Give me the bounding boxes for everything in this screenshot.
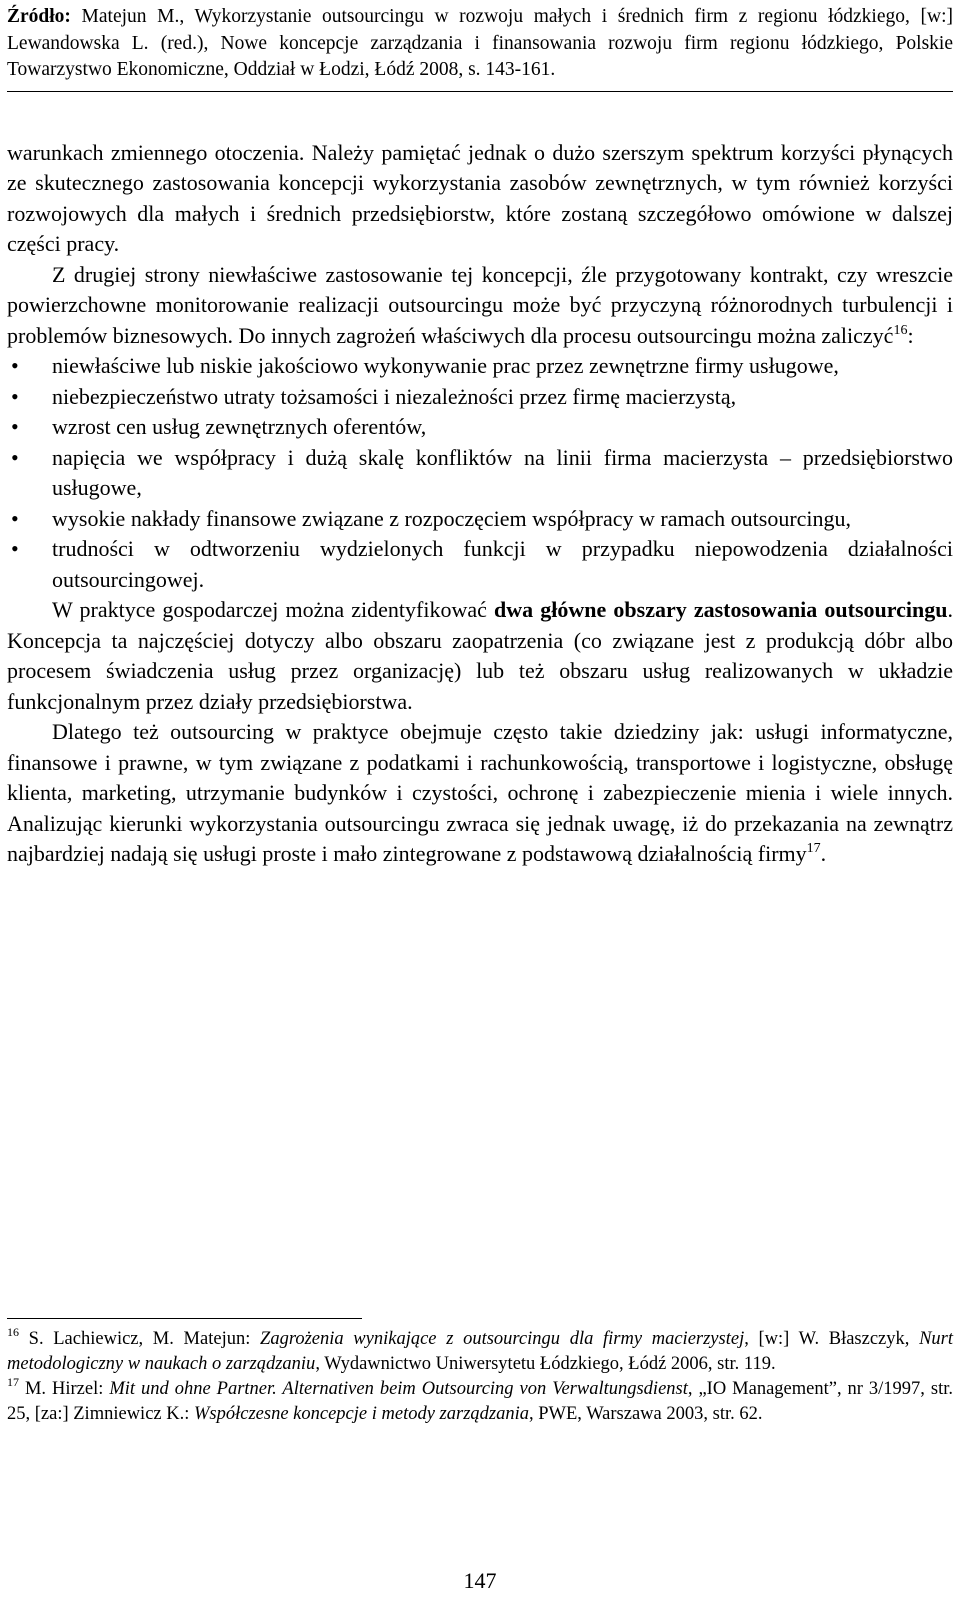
footnote-text: S. Lachiewicz, M. Matejun: (19, 1329, 261, 1349)
list-item: • niewłaściwe lub niskie jakościowo wykonywanie prac przez zewnętrzne firmy usługowe, (7, 351, 953, 382)
footnote-text: , Wydawnictwo Uniwersytetu Łódzkiego, Łódź 2006, str. 119. (315, 1354, 776, 1374)
footnotes (7, 1327, 953, 1427)
source-label: Źródło: (7, 6, 71, 27)
footnote-number: 17 (7, 1375, 19, 1389)
paragraph-2-text: Z drugiej strony niewłaściwe zastosowanie tej koncepcji, źle przygotowany kontrakt, czy wreszcie powierzchowne monitorowanie realizacji outsourcingu może być przyczyną różnorodnych turbulencji i problemów biznesowych. Do innych zagrożeń właściwych dla procesu outsourcingu można zaliczyć (7, 261, 953, 348)
footnote-text: , PWE, Warszawa 2003, str. 62. (528, 1404, 763, 1424)
footnote-17 (7, 1377, 953, 1427)
list-item: • wzrost cen usług zewnętrznych oferentów, (7, 412, 953, 443)
list-item: • trudności w odtworzeniu wydzielonych funkcji w przypadku niepowodzenia działalności outsourcingowej. (7, 534, 953, 595)
footnote-number: 16 (7, 1325, 19, 1339)
footnote-title: Mit und ohne Partner. Alternativen beim Outsourcing von Verwaltungsdienst (109, 1379, 688, 1399)
paragraph-2 (7, 260, 953, 352)
footnote-title: Współczesne koncepcje i metody zarządzania (194, 1404, 529, 1424)
paragraph-4-end: . (820, 841, 827, 866)
risk-list (7, 351, 953, 595)
document-page (7, 0, 953, 870)
list-item: • niebezpieczeństwo utraty tożsamości i niezależności przez firmę macierzystą, (7, 382, 953, 413)
paragraph-3-rest: . Koncepcja ta najczęściej dotyczy albo obszaru zaopatrzenia (co związane jest z produkcją dóbr albo procesem świadczenia usług przez organizację) lub też obszaru usług realizowanych w układzie funkcjonalnym przez działy przedsiębiorstwa. (7, 597, 953, 714)
footnote-text: , „IO Management”, nr 3/1997, str. 25, [za:] Zimniewicz K.: (7, 1379, 954, 1424)
footnote-ref-17: 17 (806, 841, 821, 856)
source-note (7, 4, 953, 84)
list-item: • napięcia we współpracy i dużą skalę konfliktów na linii firma macierzysta – przedsiębiorstwo usługowe, (7, 443, 953, 504)
source-divider (7, 91, 953, 92)
footnote-divider (7, 1318, 362, 1319)
footnote-text: M. Hirzel: (19, 1379, 110, 1399)
paragraph-3-bold: dwa główne obszary zastosowania outsourcingu (494, 597, 948, 622)
paragraph-3-start: W praktyce gospodarczej można zidentyfikować (52, 597, 495, 622)
footnote-ref-16: 16 (893, 322, 908, 338)
body-text (7, 138, 953, 870)
footnote-16 (7, 1327, 953, 1377)
source-text: Matejun M., Wykorzystanie outsourcingu w rozwoju małych i średnich firm z regionu łódzkiego, [w:] Lewandowska L. (red.), Nowe koncepcje zarządzania i finansowania rozwoju firm regionu łódzkiego, Polskie Towarzystwo Ekonomiczne, Oddział w Łodzi, Łódź 2008, s. 143-161. (7, 6, 953, 80)
footnote-title: Zagrożenia wynikające z outsourcingu dla firmy macierzystej (260, 1329, 745, 1349)
paragraph-3 (7, 595, 953, 717)
footnote-text: , [w:] W. Błaszczyk, (744, 1329, 920, 1349)
paragraph-2-end: : (907, 322, 914, 348)
paragraph-4 (7, 717, 953, 870)
list-item: • wysokie nakłady finansowe związane z rozpoczęciem współpracy w ramach outsourcingu, (7, 504, 953, 535)
paragraph-1: warunkach zmiennego otoczenia. Należy pamiętać jednak o dużo szerszym spektrum korzyści płynących ze skutecznego zastosowania koncepcji wykorzystania zasobów zewnętrznych, w tym również korzyści rozwojowych dla małych i średnich przedsiębiorstw, które zostaną szczegółowo omówione w dalszej części pracy. (7, 139, 953, 256)
footnote-title: Nurt metodologiczny w naukach o zarządzaniu (7, 1329, 954, 1374)
page-number: 147 (463, 1568, 497, 1593)
paragraph-4-text: Dlatego też outsourcing w praktyce obejmuje często takie dziedziny jak: usługi informatyczne, finansowe i prawne, w tym związane z podatkami i rachunkowością, transportowe i logistyczne, obsługę klienta, marketing, utrzymanie budynków i czystości, ochronę i zabezpieczenie mienia i wiele innych. Analizując kierunki wykorzystania outsourcingu zwraca się jednak uwagę, iż do przekazania na zewnątrz najbardziej nadają się usługi proste i mało zintegrowane z podstawową działalnością firmy (7, 719, 953, 866)
